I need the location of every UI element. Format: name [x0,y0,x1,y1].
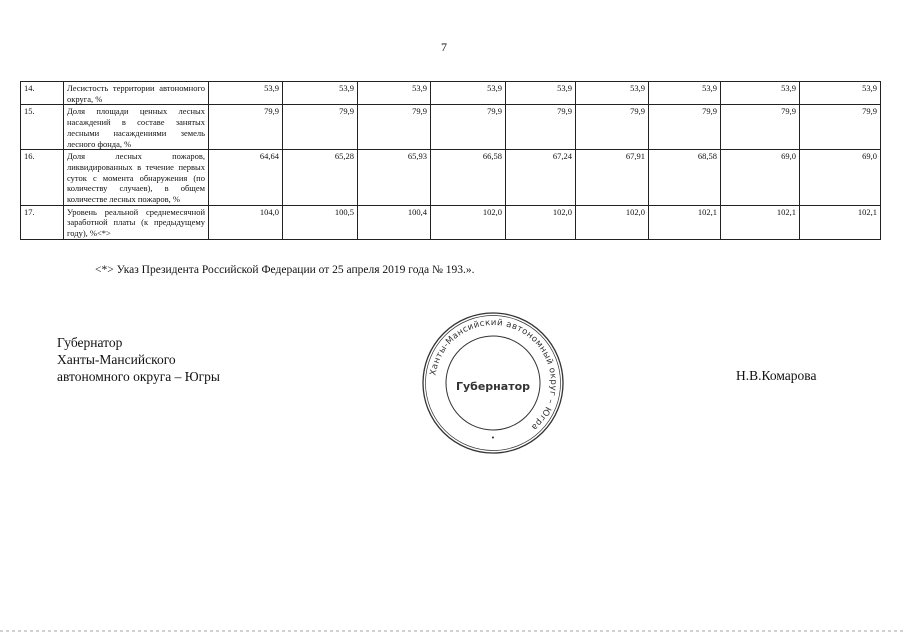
table-row [21,105,881,150]
signature-block [57,334,220,385]
indicator-value: 53,9 [358,82,431,105]
row-number: 16. [21,150,64,206]
svg-text:•: • [490,434,496,442]
svg-text:Ханты-Мансийский автономный ок [428,318,558,432]
indicator-value: 79,9 [576,105,649,150]
indicator-value: 53,9 [209,82,283,105]
indicator-value: 65,93 [358,150,431,206]
row-number: 17. [21,205,64,239]
indicator-value: 102,1 [800,205,881,239]
seal-center-text: Губернатор [455,380,531,393]
indicator-value: 79,9 [209,105,283,150]
indicator-value: 53,9 [431,82,506,105]
page-number: 7 [441,40,447,54]
indicator-value: 79,9 [431,105,506,150]
indicator-value: 102,1 [649,205,721,239]
indicator-value: 68,58 [649,150,721,206]
indicator-value: 53,9 [649,82,721,105]
signature-region-2: автономного округа – Югры [57,369,220,384]
signatory-name: Н.В.Комарова [736,368,817,383]
row-number: 15. [21,105,64,150]
indicator-value: 69,0 [800,150,881,206]
indicator-value: 100,4 [358,205,431,239]
indicator-value: 79,9 [800,105,881,150]
indicator-value: 64,64 [209,150,283,206]
indicator-value: 102,1 [721,205,800,239]
table-row [21,205,881,239]
indicator-name: Доля площади ценных лесных насаждений в составе занятых лесными насаждениями земель лесного фонда, % [64,105,209,150]
indicator-value: 79,9 [649,105,721,150]
indicator-value: 66,58 [431,150,506,206]
indicator-value: 102,0 [576,205,649,239]
indicator-value: 102,0 [506,205,576,239]
signature-region: Ханты-Мансийского [57,352,176,367]
indicator-value: 69,0 [721,150,800,206]
indicator-value: 104,0 [209,205,283,239]
indicator-value: 100,5 [283,205,358,239]
indicator-value: 53,9 [721,82,800,105]
indicator-value: 79,9 [506,105,576,150]
row-number: 14. [21,82,64,105]
indicator-value: 79,9 [721,105,800,150]
indicator-value: 53,9 [283,82,358,105]
scan-edge-artifact [0,630,905,632]
signature-title: Губернатор [57,335,123,350]
official-seal [420,310,566,456]
indicator-value: 65,28 [283,150,358,206]
indicator-value: 53,9 [576,82,649,105]
indicator-value: 102,0 [431,205,506,239]
indicator-value: 53,9 [800,82,881,105]
seal-ring-text: Ханты-Мансийский автономный округ – Югра [428,317,559,433]
indicators-table [20,81,881,240]
indicator-name: Лесистость территории автономного округа, % [64,82,209,105]
indicator-name: Уровень реальной среднемесячной заработной платы (к предыдущему году), %<*> [64,205,209,239]
indicator-value: 79,9 [283,105,358,150]
table-row [21,82,881,105]
footnote: <*> Указ Президента Российской Федерации от 25 апреля 2019 года № 193.». [95,264,475,276]
table-row [21,150,881,206]
indicator-value: 67,24 [506,150,576,206]
indicator-value: 79,9 [358,105,431,150]
indicator-name: Доля лесных пожаров, ликвидированных в течение первых суток с момента обнаружения (по количеству случаев), в общем количестве лесных пожаров, % [64,150,209,206]
indicator-value: 67,91 [576,150,649,206]
indicator-value: 53,9 [506,82,576,105]
